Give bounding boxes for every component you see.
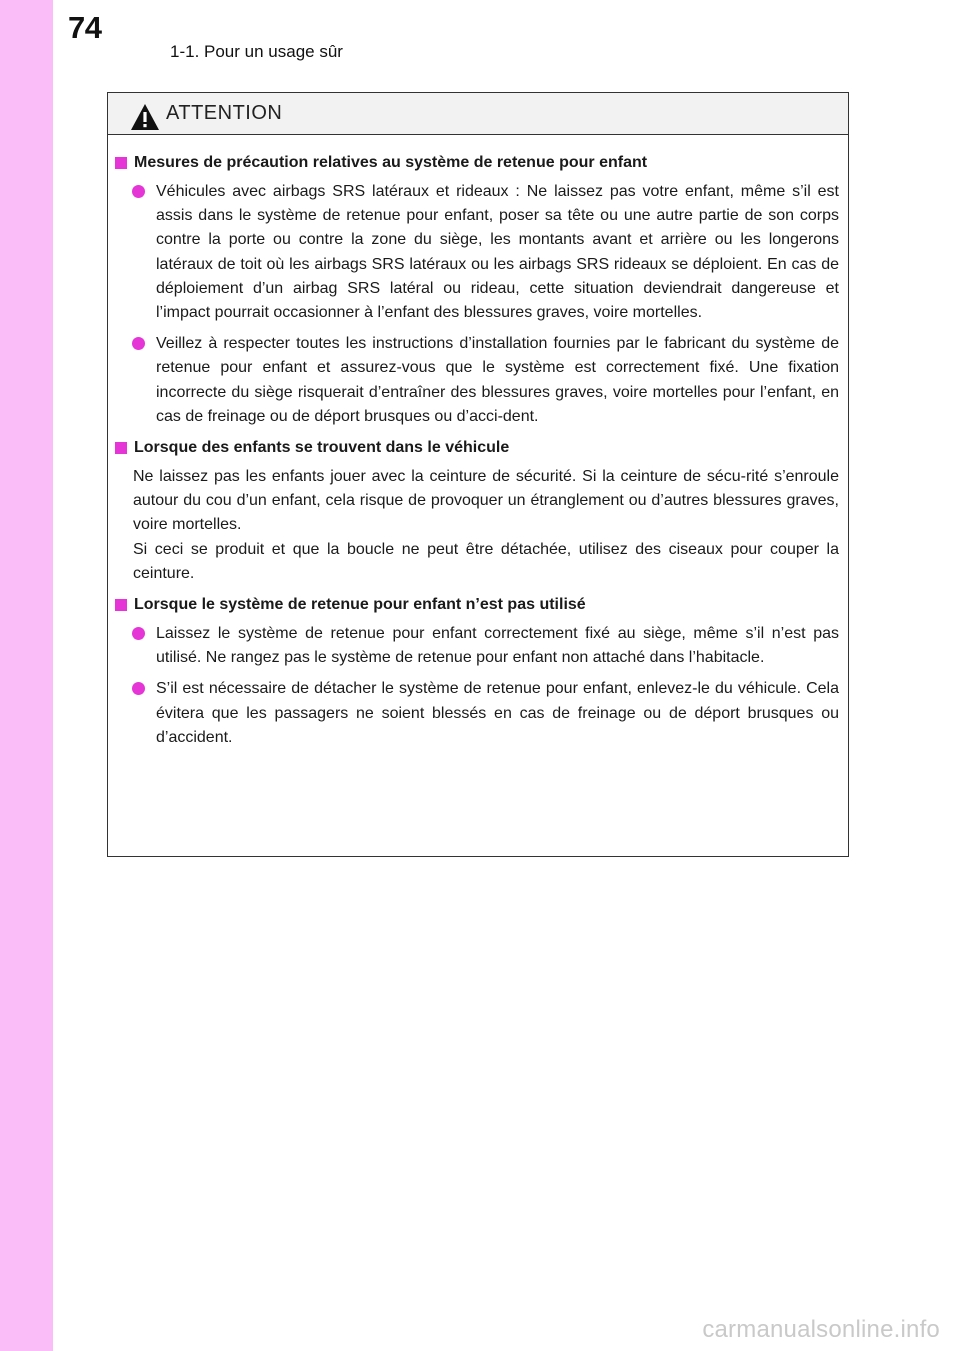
section-unused-restraint xyxy=(115,593,839,750)
list-item: S’il est nécessaire de détacher le système de retenue pour enfant, enlevez-le du véhicule. Cela évitera que les passagers ne soient blessés en cas de freinage ou de déport brusques ou d’accident. xyxy=(132,677,839,750)
round-bullet-icon xyxy=(132,185,145,198)
warning-title: ATTENTION xyxy=(166,102,283,124)
list-item: Véhicules avec airbags SRS latéraux et rideaux : Ne laissez pas votre enfant, même s’il est assis dans le système de retenue pour enfant, poser sa tête ou une autre partie de son corps contre la porte ou contre la zone du siège, les montants avant et arrière ou les longerons latéraux de toit où les airbags SRS latéraux ou les airbags SRS rideaux se déploient. En cas de déploiement d’un airbag SRS latéral ou rideau, cette situation deviendrait dangereuse et l’impact pourrait occasionner à l’enfant des blessures graves, voire mortelles. xyxy=(132,180,839,325)
side-band xyxy=(0,0,53,1351)
square-bullet-icon xyxy=(115,157,127,169)
warning-content xyxy=(108,135,848,750)
section-title: 1-1. Pour un usage sûr xyxy=(170,42,343,61)
paragraph-block xyxy=(133,465,839,586)
section-heading: Mesures de précaution relatives au système de retenue pour enfant xyxy=(115,151,839,175)
page-number: 74 xyxy=(68,10,102,45)
round-bullet-icon xyxy=(132,627,145,640)
paragraph: Ne laissez pas les enfants jouer avec la ceinture de sécurité. Si la ceinture de sécu-rité s’enroule autour du cou d’un enfant, cela risque de provoquer un étranglement ou d’autres blessures graves, voire mortelles. xyxy=(133,468,839,534)
warning-header xyxy=(108,93,848,135)
section-heading: Lorsque le système de retenue pour enfant n’est pas utilisé xyxy=(115,593,839,617)
square-bullet-icon xyxy=(115,599,127,611)
warning-box xyxy=(107,92,849,857)
warning-triangle-icon xyxy=(130,103,160,131)
section-children-in-vehicle xyxy=(115,436,839,586)
section-heading: Lorsque des enfants se trouvent dans le véhicule xyxy=(115,436,839,460)
watermark: carmanualsonline.info xyxy=(702,1316,940,1343)
section-precautions xyxy=(115,151,839,429)
paragraph: Si ceci se produit et que la boucle ne peut être détachée, utilisez des ciseaux pour couper la ceinture. xyxy=(133,540,839,582)
square-bullet-icon xyxy=(115,442,127,454)
list-item: Laissez le système de retenue pour enfant correctement fixé au siège, même s’il n’est pas utilisé. Ne rangez pas le système de retenue pour enfant non attaché dans l’habitacle. xyxy=(132,622,839,670)
round-bullet-icon xyxy=(132,337,145,350)
list-item: Veillez à respecter toutes les instructions d’installation fournies par le fabricant du système de retenue pour enfant et assurez-vous que le système est correctement fixé. Une fixation incorrecte du siège risquerait d’entraîner des blessures graves, voire mortelles pour l’enfant, en cas de freinage ou de déport brusques ou d’acci-dent. xyxy=(132,332,839,429)
round-bullet-icon xyxy=(132,682,145,695)
